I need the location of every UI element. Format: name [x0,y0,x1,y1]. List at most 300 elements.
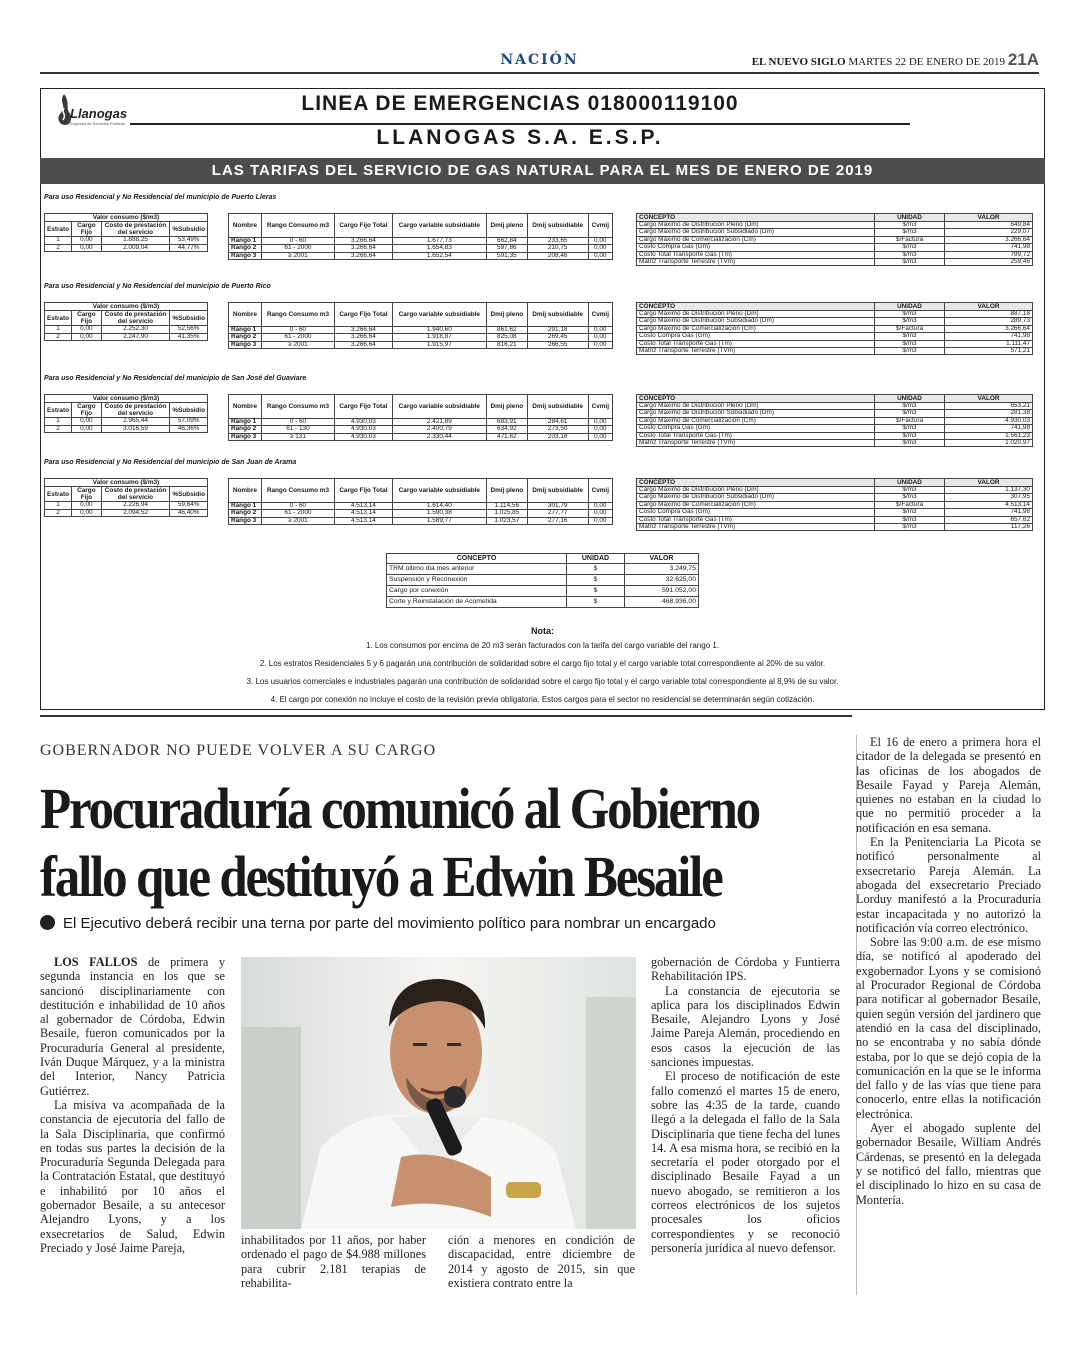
paragraph: La constancia de ejecutoria se aplica para los disciplinados Edwin Besaile, Alejandro Lyons y José Jaime Pareja Alemán, procediendo en esos casos la ejecución de las sanciones impuestas. [651,983,840,1070]
table-cell: Cargo por conexión [387,586,567,597]
table-cell: 2.094,52 [101,509,170,516]
unit-cell: $/m3 [875,229,945,236]
table-cell: 634,92 [486,426,527,433]
value-cell: 649,84 [945,222,1033,229]
rango-col: Rango Consumo m3 [261,303,334,327]
nombre-col: Nombre [229,303,262,327]
table-cell: 2.009,04 [101,244,170,251]
table-cell: Rango 2 [229,245,262,252]
unit-cell: $/m3 [875,509,945,516]
concept-cell: Costo Total Transporte Gas (Tm) [637,340,875,347]
article-column-5 [856,735,1041,1207]
table-cell: 2 [45,244,72,251]
concept-cell: Costo Total Transporte Gas (Tm) [637,516,875,523]
newspaper-name: EL NUEVO SIGLO [751,56,846,68]
concept-cell: Cargo Máximo de Distribución Subsidiado (Dm) [637,318,875,325]
table-cell: Rango 1 [229,327,262,334]
unit-cell: $/m3 [875,403,945,410]
table-cell: 277,77 [527,510,588,517]
table-cell: Rango 1 [229,238,262,245]
table-cell: 861,62 [486,327,527,334]
rango-table [228,213,613,260]
concept-cell: Matriz Transporte Terrestre (TVm) [637,348,875,355]
concept-cell: Matriz Transporte Terrestre (TVm) [637,259,875,266]
dmij-pleno-col: Dmij pleno [486,214,527,238]
concept-cell: Matriz Transporte Terrestre (TVm) [637,524,875,531]
table-row [637,348,1033,355]
table-cell: ≥ 2001 [261,252,334,259]
table-cell: 597,86 [486,245,527,252]
table-cell: 1.915,97 [392,341,486,348]
table-cell: 0,00 [72,244,102,251]
table-cell: 269,45 [527,334,588,341]
unit-cell: $/m3 [875,432,945,439]
emergency-line: LINEA DE EMERGENCIAS 018000119100 [301,92,739,115]
table-cell: ≥ 2001 [261,517,334,524]
concept-cell: Cargo Máximo de Distribución Pleno (Dm) [637,222,875,229]
rango-table [228,394,613,441]
table-row [229,433,613,440]
dmij-pleno-col: Dmij pleno [486,479,527,503]
table-cell: 32.625,00 [625,575,699,586]
table-cell: 0,00 [588,238,612,245]
table-row [45,425,208,432]
extra-charges-table [386,553,699,608]
lead-in: LOS FALLOS [54,955,138,969]
estrato-table [44,213,208,252]
municipality-label: Para uso Residencial y No Residencial del municipio de San José del Guaviare [44,375,307,382]
table-cell: 591,35 [486,252,527,259]
valor-col: VALOR [945,395,1033,403]
concepto-col: CONCEPTO [637,479,875,487]
nombre-col: Nombre [229,479,262,503]
table-cell: 210,75 [527,245,588,252]
table-cell: 52,56% [170,326,208,333]
table-row [637,259,1033,266]
table-cell: 3.266,64 [334,341,392,348]
costo-col: Costo de prestación del servicio [101,311,170,326]
table-row [229,252,613,259]
concepto-table [636,478,1033,531]
table-cell: 203,16 [527,433,588,440]
col-concepto: CONCEPTO [387,554,567,564]
unit-cell: $/m3 [875,333,945,340]
value-cell: 741,98 [945,509,1033,516]
cargo-fijo-total-col: Cargo Fijo Total [334,479,392,503]
value-cell: 741,98 [945,425,1033,432]
estrato-table [44,394,208,433]
paragraph: La misiva va acompañada de la constancia de ejecutoria del fallo de la Sala Disciplinaria, que confirmó en todas sus partes la decisión de la Procuraduría Segunda Delegada para la Contratación Estatal, que destituyó e inhabilitó por 10 años el gobernador Besaile, a su antecesor Alejandro Lyons, y a los exsecretarios de Salud, Edwin Preciado y José Jaime Pareja, [40,1097,225,1255]
paragraph: El proceso de notificación de este fallo comenzó el martes 15 de enero, sobre las 4:35 de la tarde, cuando llegó a la delegada el fallo de la Sala Disciplinaria que tiene fecha del lunes 14. A esa misma hora, se recibió en la secretaría el poder otorgado por el disciplinado Besaile Fayad a un nuevo abogado, se remitieron a los correos electrónicos de los sujetos procesales los oficios correspondientes y se reconoció personería jurídica al nuevo defensor. [651,1069,840,1255]
table-cell: 2 [45,509,72,516]
table-cell: 2 [45,333,72,340]
table-cell: Rango 2 [229,426,262,433]
municipality-label: Para uso Residencial y No Residencial del municipio de Puerto Rico [44,283,271,290]
table-cell: Rango 3 [229,341,262,348]
table-cell: 46,40% [170,509,208,516]
table-cell: 46,36% [170,425,208,432]
unidad-col: UNIDAD [875,479,945,487]
table-cell: 0,00 [72,509,102,516]
table-cell: 284,61 [527,419,588,426]
table-cell: 0,00 [72,326,102,333]
cvmij-col: Cvmij [588,479,612,503]
table-cell: 3.266,64 [334,327,392,334]
table-cell: 825,08 [486,334,527,341]
estrato-table [44,478,208,517]
costo-col: Costo de prestación del servicio [101,487,170,502]
cvmij-col: Cvmij [588,395,612,419]
notes-title: Nota: [531,626,554,636]
dmij-subsidiable-col: Dmij subsidiable [527,214,588,238]
concepto-table [636,394,1033,447]
table-cell: 61 - 2000 [261,510,334,517]
concept-cell: Cargo Máximo de Comercialización (Cm) [637,417,875,424]
table-cell: 0,00 [588,419,612,426]
estrato-col: Estrato [45,403,72,418]
valor-col: VALOR [945,214,1033,222]
valor-consumo-header: Valor consumo ($/m3) [45,214,208,222]
table-cell: Rango 2 [229,510,262,517]
value-cell: 1.020,97 [945,440,1033,447]
municipality-label: Para uso Residencial y No Residencial del municipio de Puerto Lleras [44,194,277,201]
col-unidad: UNIDAD [567,554,625,564]
value-cell: 1.111,47 [945,340,1033,347]
table-cell: Rango 3 [229,433,262,440]
headline-line-2: fallo que destituyó a Edwin Besaile [40,844,722,909]
nombre-col: Nombre [229,395,262,419]
concept-cell: Costo Compra Gas (Gm) [637,425,875,432]
table-cell: 291,18 [527,327,588,334]
concepto-col: CONCEPTO [637,395,875,403]
bullet-icon [40,915,55,930]
section-title: NACIÓN [500,52,579,68]
value-cell: 657,62 [945,516,1033,523]
estrato-table [44,302,208,341]
cargo-variable-col: Cargo variable subsidiable [392,395,486,419]
logo-subtext: Empresa de Servicios Públicos [70,121,126,126]
unit-cell: $/m3 [875,487,945,494]
table-cell: 1.888,25 [101,237,170,244]
value-cell: 289,73 [945,318,1033,325]
table-cell: 41,35% [170,333,208,340]
table-cell: 273,50 [527,426,588,433]
table-cell: 2 [45,425,72,432]
nombre-col: Nombre [229,214,262,238]
paragraph: ción a menores en condición de discapacidad, entre diciembre de 2014 y agosto de 2015, sin que existiera contrato entre la [448,1233,635,1290]
table-row [45,244,208,251]
headline-line-1: Procuraduría comunicó al Gobierno [40,776,759,841]
paragraph: Sobre las 9:00 a.m. de ese mismo día, se notificó al apoderado del exgobernador Lyons y se comisionó al Procurador Regional de Córdoba para notificar al gobernador Besaile, quien según versión del jardinero que atendió en la casa del disciplinado, no se encontraba y no sabía dónde estaba, por lo que se dejó copia de la comunicación en la que se le informa del fallo y de las vías que tiene para conocerlo, entre ellas la notificación electrónica. [856,935,1041,1121]
table-cell: 0,00 [72,425,102,432]
value-cell: 4.930,03 [945,417,1033,424]
table-row [229,517,613,524]
table-cell: 4.513,14 [334,510,392,517]
table-cell: Corte y Reinstalación de Acometida [387,597,567,608]
unit-cell: $/m3 [875,222,945,229]
table-cell: 4.513,14 [334,503,392,510]
valor-col: VALOR [945,303,1033,311]
unit-cell: $/m3 [875,524,945,531]
table-cell: 0,00 [72,502,102,509]
table-cell: 1.025,85 [486,510,527,517]
unit-cell: $/Factura [875,325,945,332]
cargo-variable-col: Cargo variable subsidiable [392,303,486,327]
value-cell: 259,46 [945,259,1033,266]
table-cell: 0 - 60 [261,238,334,245]
estrato-col: Estrato [45,311,72,326]
table-cell: 1.114,56 [486,503,527,510]
concept-cell: Cargo Máximo de Distribución Subsidiado (Dm) [637,494,875,501]
table-cell: 683,91 [486,419,527,426]
logo-text: Llanogas [70,106,128,121]
unit-cell: $/m3 [875,440,945,447]
table-cell: ≥ 131 [261,433,334,440]
concepto-col: CONCEPTO [637,303,875,311]
table-cell: 4.930,03 [334,433,392,440]
table-row [637,524,1033,531]
table-cell: 0 - 60 [261,327,334,334]
table-row [45,237,208,244]
unit-cell: $/Factura [875,417,945,424]
table-row [387,597,699,608]
ad-notes [40,625,1045,709]
unit-cell: $/m3 [875,251,945,258]
table-cell: 3.266,64 [334,238,392,245]
table-row [387,564,699,575]
article-column-2 [241,1233,426,1290]
valor-consumo-header: Valor consumo ($/m3) [45,479,208,487]
table-cell: Suspensión y Reconexión [387,575,567,586]
besaile-photo [241,957,636,1229]
unit-cell: $/Factura [875,236,945,243]
cargo-fijo-col: Cargo Fijo [72,403,102,418]
concept-cell: Matriz Transporte Terrestre (TVm) [637,440,875,447]
cargo-fijo-col: Cargo Fijo [72,487,102,502]
table-cell: 0 - 60 [261,503,334,510]
value-cell: 4.513,14 [945,501,1033,508]
llanogas-logo [54,92,128,132]
cargo-fijo-col: Cargo Fijo [72,311,102,326]
concept-cell: Cargo Máximo de Comercialización (Cm) [637,236,875,243]
table-row [45,502,208,509]
concept-cell: Cargo Máximo de Distribución Pleno (Dm) [637,311,875,318]
unit-cell: $/m3 [875,244,945,251]
table-cell: 1.589,77 [392,517,486,524]
table-cell: 471,62 [486,433,527,440]
table-cell: Rango 1 [229,419,262,426]
article-column-3 [448,1233,635,1290]
concept-cell: Cargo Máximo de Distribución Pleno (Dm) [637,403,875,410]
table-cell: 301,79 [527,503,588,510]
table-cell: $ [567,597,625,608]
table-cell: 59,64% [170,502,208,509]
unit-cell: $/m3 [875,425,945,432]
table-cell: 0,00 [588,426,612,433]
unit-cell: $/m3 [875,259,945,266]
table-cell: 4.930,03 [334,426,392,433]
dmij-subsidiable-col: Dmij subsidiable [527,303,588,327]
concept-cell: Cargo Máximo de Distribución Subsidiado (Dm) [637,229,875,236]
col-valor: VALOR [625,554,699,564]
table-cell: 0,00 [72,237,102,244]
table-cell: $ [567,575,625,586]
table-cell: 0,00 [72,418,102,425]
table-cell: $ [567,564,625,575]
top-rule [40,72,1039,74]
concept-cell: Cargo Máximo de Comercialización (Cm) [637,501,875,508]
paragraph: inhabilitados por 11 años, por haber ordenado el pago de $4.988 millones para cubrir 2.181 terapias de rehabilita- [241,1233,426,1290]
table-row [45,326,208,333]
table-cell: 3.266,64 [334,245,392,252]
table-cell: Rango 1 [229,503,262,510]
table-cell: 2.247,90 [101,333,170,340]
municipality-label: Para uso Residencial y No Residencial del municipio de San Juan de Arama [44,459,297,466]
table-cell: 2.421,89 [392,419,486,426]
unit-cell: $/m3 [875,340,945,347]
rango-col: Rango Consumo m3 [261,479,334,503]
table-cell: 0,00 [588,510,612,517]
estrato-col: Estrato [45,222,72,237]
unit-cell: $/m3 [875,410,945,417]
concept-cell: Cargo Máximo de Distribución Pleno (Dm) [637,487,875,494]
unit-cell: $/m3 [875,311,945,318]
table-cell: 0,00 [588,245,612,252]
concept-cell: Costo Compra Gas (Gm) [637,509,875,516]
value-cell: 3.266,64 [945,325,1033,332]
estrato-col: Estrato [45,487,72,502]
table-cell: 266,55 [527,341,588,348]
divider [130,123,910,125]
cvmij-col: Cvmij [588,303,612,327]
table-cell: 44,77% [170,244,208,251]
table-cell: 0,00 [588,252,612,259]
unidad-col: UNIDAD [875,395,945,403]
table-cell: 1.677,73 [392,238,486,245]
table-cell: 1.652,54 [392,252,486,259]
article-column-4 [651,955,840,1255]
table-cell: 208,46 [527,252,588,259]
company-name: LLANOGAS S.A. E.S.P. [376,126,664,149]
table-cell: 1 [45,502,72,509]
table-cell: 233,65 [527,238,588,245]
table-cell: 468.936,00 [625,597,699,608]
rango-table [228,302,613,349]
concept-cell: Costo Total Transporte Gas (Tm) [637,251,875,258]
unit-cell: $/m3 [875,494,945,501]
table-row [387,575,699,586]
value-cell: 571,21 [945,348,1033,355]
table-cell: 1.614,40 [392,503,486,510]
table-cell: 591.052,00 [625,586,699,597]
value-cell: 281,38 [945,410,1033,417]
table-cell: 1 [45,326,72,333]
paragraph: Ayer el abogado suplente del gobernador Besaile, William Andrés Cárdenas, se presentó en la delegada y se notificó del fallo, mientras que el disciplinado lo hizo en su casa de Montería. [856,1121,1041,1207]
table-cell: Rango 3 [229,517,262,524]
table-cell: 3.016,59 [101,425,170,432]
table-row [45,418,208,425]
concepto-col: CONCEPTO [637,214,875,222]
cargo-fijo-col: Cargo Fijo [72,222,102,237]
table-cell: 0,00 [72,333,102,340]
value-cell: 741,98 [945,244,1033,251]
cargo-fijo-total-col: Cargo Fijo Total [334,303,392,327]
value-cell: 307,95 [945,494,1033,501]
unit-cell: $/m3 [875,318,945,325]
note-item: 2. Los estratos Residenciales 5 y 6 pagarán una contribución de solidaridad sobre el cargo fijo total y el cargo variable total correspondiente al 20% de su valor. [259,659,826,668]
issue-date: MARTES 22 DE ENERO DE 2019 [848,56,1006,68]
value-cell: 229,07 [945,229,1033,236]
news-photo [241,957,636,1229]
table-cell: 2.252,30 [101,326,170,333]
table-cell: 1.940,60 [392,327,486,334]
table-cell: 2.330,44 [392,433,486,440]
valor-col: VALOR [945,479,1033,487]
value-cell: 117,26 [945,524,1033,531]
table-cell: 816,21 [486,341,527,348]
table-cell: 1.590,38 [392,510,486,517]
dmij-pleno-col: Dmij pleno [486,395,527,419]
article-headline [40,775,759,911]
article-deck [40,915,850,932]
deck-text: El Ejecutivo deberá recibir una terna por parte del movimiento político para nombrar un encargado [63,915,716,932]
table-cell: 1.023,57 [486,517,527,524]
paragraph: El 16 de enero a primera hora el citador de la delegada se presentó en las oficinas de los abogados de Besaile Fayad y Pareja Alemán, quienes no estaban en la ciudad lo que no permitió proceder a la notificación en esa semana. [856,735,1041,835]
cargo-variable-col: Cargo variable subsidiable [392,479,486,503]
table-cell: 0,00 [588,503,612,510]
cargo-fijo-total-col: Cargo Fijo Total [334,395,392,419]
note-item: 3. Los usuarios comerciales e industriales pagarán una contribución de solidaridad sobre el cargo fijo total y el cargo variable total correspondiente al 8,9% de su valor. [246,677,839,686]
table-cell: 3.249,75 [625,564,699,575]
page-number: 21A [1007,50,1039,69]
cargo-fijo-total-col: Cargo Fijo Total [334,214,392,238]
concepto-table [636,213,1033,266]
paragraph: En la Penitenciaria La Picota se notificó personalmente al exsecretario Pareja Alemán. La abogada del exsecretario Preciado Lorduy manifestó a la Procuraduría estar incapacitada y no autorizó la notificación vía correo electrónico. [856,835,1041,935]
paragraph: de primera y segunda instancia en los que se sancionó disciplinariamente con destitución e inhabilidad de 10 años al gobernador de Córdoba, Edwin Besaile, fueron comunicados por la Procuraduría General al presidente, Iván Duque Márquez, y a la ministra del Interior, Nancy Patricia Gutiérrez. [40,955,225,1098]
table-row [387,586,699,597]
table-cell: 61 - 130 [261,426,334,433]
value-cell: 1.561,23 [945,432,1033,439]
costo-col: Costo de prestación del servicio [101,403,170,418]
subsidio-col: %Subsidio [170,222,208,237]
concept-cell: Costo Total Transporte Gas (Tm) [637,432,875,439]
rango-table [228,478,613,525]
costo-col: Costo de prestación del servicio [101,222,170,237]
table-cell: 0,00 [588,433,612,440]
rango-col: Rango Consumo m3 [261,395,334,419]
article-column-1 [40,955,225,1255]
page-masthead [752,50,1039,70]
table-cell: 2.400,79 [392,426,486,433]
value-cell: 653,21 [945,403,1033,410]
table-cell: 3.266,64 [334,334,392,341]
valor-consumo-header: Valor consumo ($/m3) [45,395,208,403]
unidad-col: UNIDAD [875,303,945,311]
table-cell: 61 - 2000 [261,334,334,341]
subsidio-col: %Subsidio [170,311,208,326]
table-cell: $ [567,586,625,597]
concept-cell: Costo Compra Gas (Gm) [637,244,875,251]
value-cell: 1.137,30 [945,487,1033,494]
paragraph: gobernación de Córdoba y Funtierra Rehabilitación IPS. [651,955,840,984]
unit-cell: $/m3 [875,516,945,523]
table-cell: 3.266,64 [334,252,392,259]
table-cell: 1 [45,418,72,425]
unit-cell: $/m3 [875,348,945,355]
article-kicker: GOBERNADOR NO PUEDE VOLVER A SU CARGO [40,742,437,759]
subsidio-col: %Subsidio [170,487,208,502]
table-cell: 53,49% [170,237,208,244]
